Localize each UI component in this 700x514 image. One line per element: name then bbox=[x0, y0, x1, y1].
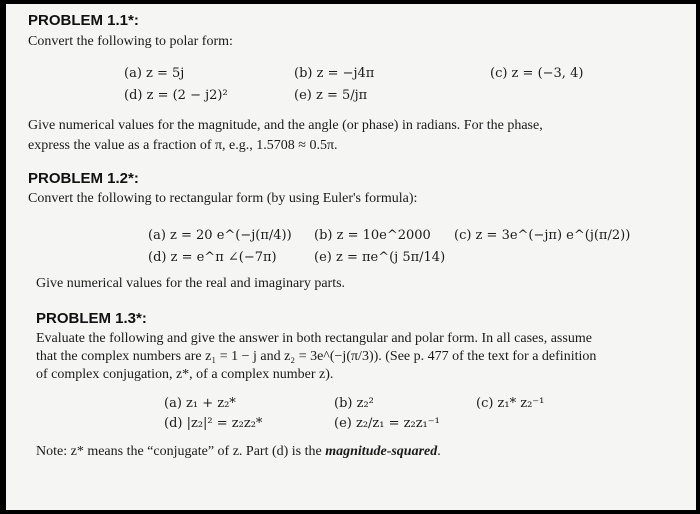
problem-sheet bbox=[6, 4, 696, 510]
problem-1-3-line-1: Evaluate the following and give the answer in both rectangular and polar form. In all cases, assume bbox=[36, 331, 592, 346]
problem-1-2-item-c: (c) z = 3e^(−jπ) e^(j(π/2)) bbox=[454, 228, 631, 243]
problem-1-1-item-c: (c) z = (−3, 4) bbox=[490, 66, 584, 81]
problem-1-2-title: PROBLEM 1.2*: bbox=[28, 170, 139, 187]
problem-1-3-line-2: that the complex numbers are z₁ = 1 − j and z₂ = 3e^(−j(π/3)). (See p. 477 of the text for a definition bbox=[36, 349, 597, 364]
problem-1-3-item-b: (b) z₂² bbox=[334, 396, 374, 411]
note-emphasis: magnitude-squared bbox=[325, 444, 438, 459]
problem-1-2-item-b: (b) z = 10e^2000 bbox=[314, 228, 431, 243]
problem-1-3-title: PROBLEM 1.3*: bbox=[36, 310, 147, 327]
problem-1-2-item-e: (e) z = πe^(j 5π/14) bbox=[314, 250, 446, 265]
problem-1-3-item-d: (d) |z₂|² = z₂z₂* bbox=[164, 416, 263, 431]
problem-1-1-desc-line-1: Give numerical values for the magnitude, and the angle (or phase) in radians. For the phase, bbox=[28, 118, 543, 133]
note bbox=[36, 444, 441, 460]
problem-1-3-line-3: of complex conjugation, z*, of a complex number z). bbox=[36, 367, 334, 382]
problem-1-3-item-e: (e) z₂/z₁ = z₂z₁⁻¹ bbox=[334, 416, 440, 431]
problem-1-2-item-a: (a) z = 20 e^(−j(π/4)) bbox=[148, 228, 292, 243]
problem-1-1-title: PROBLEM 1.1*: bbox=[28, 12, 139, 29]
problem-1-2-desc: Give numerical values for the real and imaginary parts. bbox=[36, 276, 346, 291]
problem-1-1-desc-line-2: express the value as a fraction of π, e.g., 1.5708 ≈ 0.5π. bbox=[28, 138, 338, 153]
problem-1-1-item-a: (a) z = 5j bbox=[124, 66, 185, 81]
problem-1-1-item-d: (d) z = (2 − j2)² bbox=[124, 88, 228, 103]
problem-1-1-item-e: (e) z = 5/jπ bbox=[294, 88, 368, 103]
problem-1-2-item-d: (d) z = e^π ∠(−7π) bbox=[148, 250, 277, 265]
note-prefix: Note: z* means the “conjugate” of z. Part (d) is the bbox=[36, 444, 326, 459]
problem-1-1-intro: Convert the following to polar form: bbox=[28, 34, 233, 49]
problem-1-3-item-c: (c) z₁* z₂⁻¹ bbox=[476, 396, 545, 411]
problem-1-1-item-b: (b) z = −j4π bbox=[294, 66, 375, 81]
problem-1-3-item-a: (a) z₁ + z₂* bbox=[164, 396, 236, 411]
note-suffix: . bbox=[437, 444, 441, 459]
problem-1-2-intro: Convert the following to rectangular form (by using Euler's formula): bbox=[28, 191, 418, 206]
